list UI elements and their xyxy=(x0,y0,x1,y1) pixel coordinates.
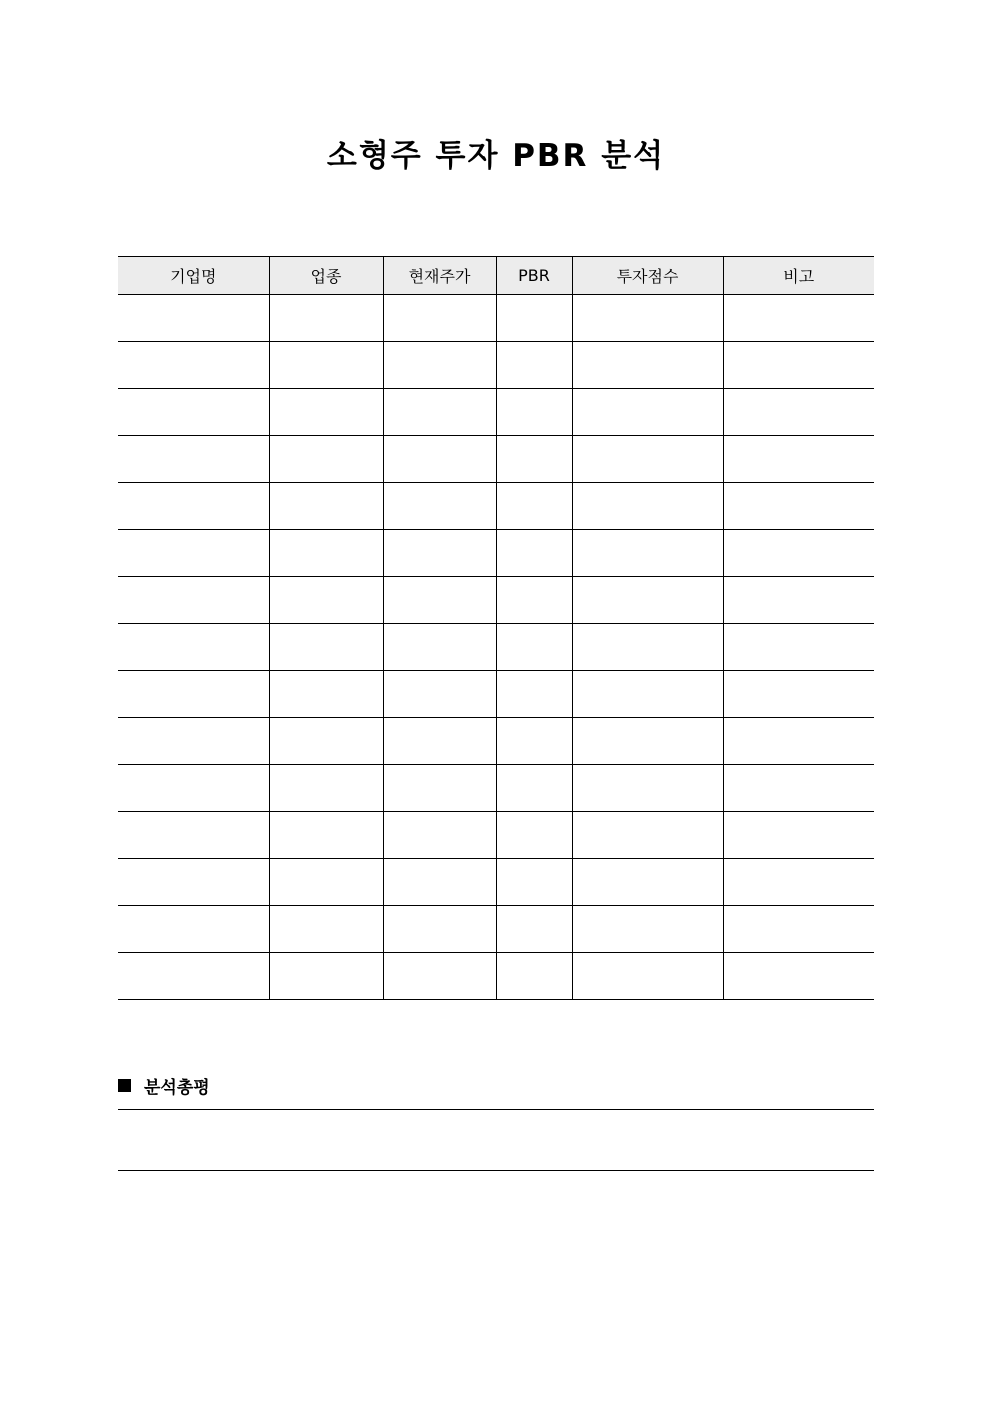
company-name-cell[interactable] xyxy=(118,342,269,389)
pbr-cell[interactable] xyxy=(496,953,572,1000)
remarks-cell[interactable] xyxy=(723,906,874,953)
industry-cell[interactable] xyxy=(269,859,383,906)
table-row xyxy=(118,718,874,765)
company-name-cell[interactable] xyxy=(118,577,269,624)
current-price-cell[interactable] xyxy=(383,436,496,483)
remarks-cell[interactable] xyxy=(723,765,874,812)
investment-score-cell[interactable] xyxy=(572,436,723,483)
industry-cell[interactable] xyxy=(269,671,383,718)
investment-score-cell[interactable] xyxy=(572,483,723,530)
pbr-cell[interactable] xyxy=(496,718,572,765)
remarks-cell[interactable] xyxy=(723,859,874,906)
company-name-cell[interactable] xyxy=(118,483,269,530)
company-name-cell[interactable] xyxy=(118,671,269,718)
pbr-cell[interactable] xyxy=(496,671,572,718)
pbr-cell[interactable] xyxy=(496,436,572,483)
summary-line-top xyxy=(118,1109,874,1110)
remarks-cell[interactable] xyxy=(723,718,874,765)
header-remarks: 비고 xyxy=(723,257,874,295)
company-name-cell[interactable] xyxy=(118,812,269,859)
pbr-analysis-table xyxy=(118,256,874,1000)
current-price-cell[interactable] xyxy=(383,530,496,577)
company-name-cell[interactable] xyxy=(118,859,269,906)
pbr-cell[interactable] xyxy=(496,624,572,671)
industry-cell[interactable] xyxy=(269,389,383,436)
industry-cell[interactable] xyxy=(269,718,383,765)
industry-cell[interactable] xyxy=(269,342,383,389)
investment-score-cell[interactable] xyxy=(572,342,723,389)
current-price-cell[interactable] xyxy=(383,389,496,436)
pbr-cell[interactable] xyxy=(496,389,572,436)
investment-score-cell[interactable] xyxy=(572,953,723,1000)
table-row xyxy=(118,577,874,624)
current-price-cell[interactable] xyxy=(383,859,496,906)
company-name-cell[interactable] xyxy=(118,906,269,953)
investment-score-cell[interactable] xyxy=(572,530,723,577)
company-name-cell[interactable] xyxy=(118,624,269,671)
summary-heading-label: 분석총평 xyxy=(144,1077,210,1098)
pbr-cell[interactable] xyxy=(496,906,572,953)
pbr-cell[interactable] xyxy=(496,765,572,812)
table-body xyxy=(118,295,874,1000)
industry-cell[interactable] xyxy=(269,483,383,530)
header-investment-score: 투자점수 xyxy=(572,257,723,295)
table-row xyxy=(118,812,874,859)
remarks-cell[interactable] xyxy=(723,577,874,624)
header-pbr: PBR xyxy=(496,257,572,295)
investment-score-cell[interactable] xyxy=(572,389,723,436)
industry-cell[interactable] xyxy=(269,436,383,483)
investment-score-cell[interactable] xyxy=(572,295,723,342)
summary-line-bottom[interactable] xyxy=(118,1170,874,1171)
industry-cell[interactable] xyxy=(269,530,383,577)
header-industry: 업종 xyxy=(269,257,383,295)
table-header-row xyxy=(118,257,874,295)
pbr-cell[interactable] xyxy=(496,483,572,530)
remarks-cell[interactable] xyxy=(723,342,874,389)
company-name-cell[interactable] xyxy=(118,530,269,577)
current-price-cell[interactable] xyxy=(383,483,496,530)
current-price-cell[interactable] xyxy=(383,765,496,812)
table-row xyxy=(118,859,874,906)
table-row xyxy=(118,671,874,718)
company-name-cell[interactable] xyxy=(118,295,269,342)
remarks-cell[interactable] xyxy=(723,295,874,342)
pbr-cell[interactable] xyxy=(496,530,572,577)
summary-section xyxy=(118,1071,874,1099)
table-row xyxy=(118,342,874,389)
investment-score-cell[interactable] xyxy=(572,671,723,718)
current-price-cell[interactable] xyxy=(383,953,496,1000)
remarks-cell[interactable] xyxy=(723,530,874,577)
table-row xyxy=(118,953,874,1000)
pbr-cell[interactable] xyxy=(496,295,572,342)
industry-cell[interactable] xyxy=(269,577,383,624)
investment-score-cell[interactable] xyxy=(572,765,723,812)
investment-score-cell[interactable] xyxy=(572,624,723,671)
table-row xyxy=(118,295,874,342)
industry-cell[interactable] xyxy=(269,295,383,342)
remarks-cell[interactable] xyxy=(723,671,874,718)
pbr-cell[interactable] xyxy=(496,577,572,624)
investment-score-cell[interactable] xyxy=(572,859,723,906)
header-company-name: 기업명 xyxy=(118,257,269,295)
summary-heading xyxy=(118,1071,874,1099)
remarks-cell[interactable] xyxy=(723,624,874,671)
table-row xyxy=(118,624,874,671)
table-row xyxy=(118,389,874,436)
current-price-cell[interactable] xyxy=(383,906,496,953)
investment-score-cell[interactable] xyxy=(572,812,723,859)
remarks-cell[interactable] xyxy=(723,812,874,859)
current-price-cell[interactable] xyxy=(383,671,496,718)
remarks-cell[interactable] xyxy=(723,436,874,483)
pbr-cell[interactable] xyxy=(496,812,572,859)
current-price-cell[interactable] xyxy=(383,577,496,624)
current-price-cell[interactable] xyxy=(383,812,496,859)
remarks-cell[interactable] xyxy=(723,483,874,530)
current-price-cell[interactable] xyxy=(383,718,496,765)
remarks-cell[interactable] xyxy=(723,953,874,1000)
industry-cell[interactable] xyxy=(269,765,383,812)
investment-score-cell[interactable] xyxy=(572,577,723,624)
industry-cell[interactable] xyxy=(269,906,383,953)
industry-cell[interactable] xyxy=(269,812,383,859)
table-row xyxy=(118,765,874,812)
header-current-price: 현재주가 xyxy=(383,257,496,295)
industry-cell[interactable] xyxy=(269,953,383,1000)
page-title: 소형주 투자 PBR 분석 xyxy=(326,138,666,174)
table-row xyxy=(118,436,874,483)
current-price-cell[interactable] xyxy=(383,624,496,671)
company-name-cell[interactable] xyxy=(118,389,269,436)
company-name-cell[interactable] xyxy=(118,436,269,483)
pbr-cell[interactable] xyxy=(496,859,572,906)
company-name-cell[interactable] xyxy=(118,953,269,1000)
pbr-cell[interactable] xyxy=(496,342,572,389)
current-price-cell[interactable] xyxy=(383,295,496,342)
current-price-cell[interactable] xyxy=(383,342,496,389)
table-row xyxy=(118,530,874,577)
company-name-cell[interactable] xyxy=(118,765,269,812)
black-square-icon xyxy=(118,1079,131,1092)
investment-score-cell[interactable] xyxy=(572,718,723,765)
company-name-cell[interactable] xyxy=(118,718,269,765)
table-row xyxy=(118,906,874,953)
table-row xyxy=(118,483,874,530)
remarks-cell[interactable] xyxy=(723,389,874,436)
investment-score-cell[interactable] xyxy=(572,906,723,953)
industry-cell[interactable] xyxy=(269,624,383,671)
